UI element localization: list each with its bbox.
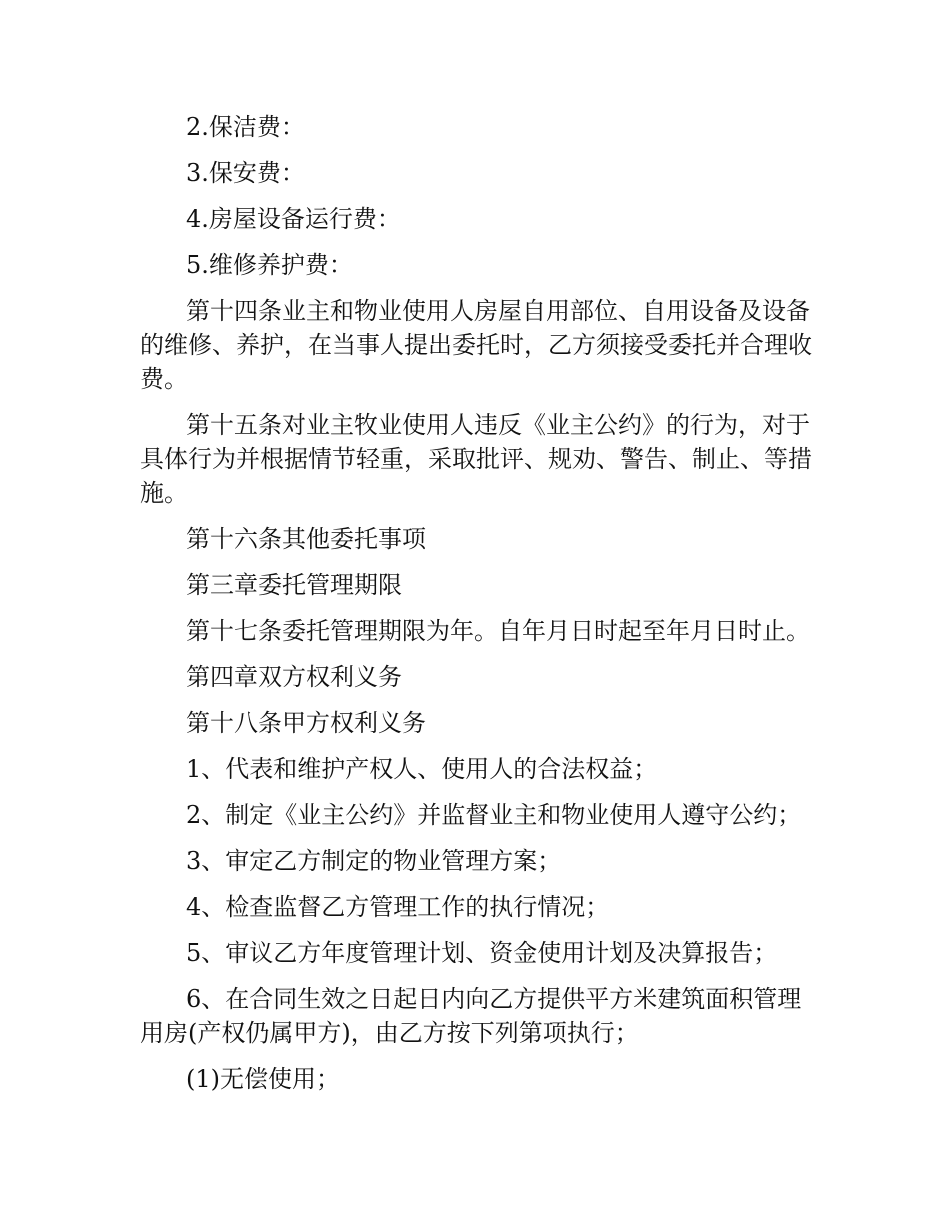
fee-item-equipment-operation: 4.房屋设备运行费： — [186, 205, 401, 233]
fee-item-cleaning: 2.保洁费： — [186, 113, 305, 141]
article-15: 第十五条对业主牧业使用人违反《业主公约》的行为，对于具体行为并根据情节轻重，采取批评、规劝、警告、制止、等措施。 — [140, 411, 812, 507]
duty-item-5: 5、审议乙方年度管理计划、资金使用计划及决算报告； — [186, 939, 778, 967]
fee-item-security: 3.保安费： — [186, 159, 305, 187]
document-body — [140, 110, 820, 1108]
duty-item-4: 4、检查监督乙方管理工作的执行情况； — [186, 893, 610, 921]
chapter-3-heading: 第三章委托管理期限 — [186, 571, 402, 599]
article-18: 第十八条甲方权利义务 — [186, 709, 426, 737]
article-14: 第十四条业主和物业使用人房屋自用部位、自用设备及设备的维修、养护，在当事人提出委托时，乙方须接受委托并合理收费。 — [140, 297, 812, 393]
duty-item-2: 2、制定《业主公约》并监督业主和物业使用人遵守公约； — [186, 801, 802, 829]
fee-item-maintenance: 5.维修养护费： — [186, 251, 353, 279]
duty-item-1: 1、代表和维护产权人、使用人的合法权益； — [186, 755, 658, 783]
duty-item-6: 6、在合同生效之日起日内向乙方提供平方米建筑面积管理用房(产权仍属甲方)，由乙方按下列第项执行； — [140, 985, 802, 1047]
chapter-4-heading: 第四章双方权利义务 — [186, 663, 402, 691]
sub-item-1: (1)无偿使用； — [186, 1065, 340, 1093]
article-17: 第十七条委托管理期限为年。自年月日时起至年月日时止。 — [186, 617, 810, 645]
duty-item-3: 3、审定乙方制定的物业管理方案； — [186, 847, 562, 875]
article-16: 第十六条其他委托事项 — [186, 525, 426, 553]
